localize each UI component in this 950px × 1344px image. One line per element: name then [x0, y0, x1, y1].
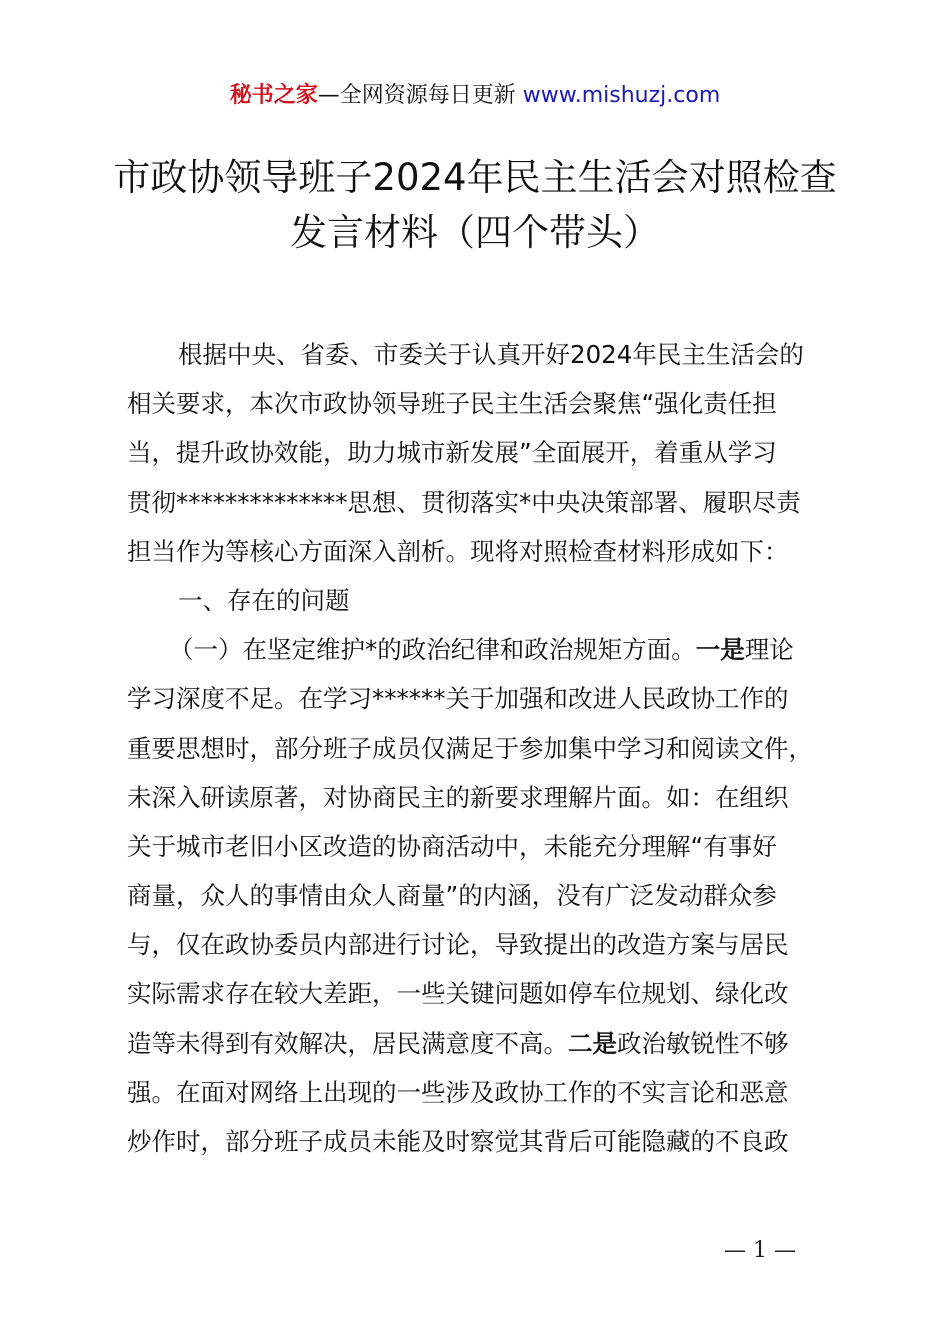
section-heading: 一、存在的问题 [178, 585, 350, 615]
paragraph-1-line: 贯彻**************思想、贯彻落实*中央决策部署、履职尽责 [127, 487, 801, 517]
point-text: 造等未得到有效解决，居民满意度不高。 [127, 1028, 568, 1058]
subsection-heading: （一）在坚定维护*的政治纪律和政治规矩方面。 [169, 635, 696, 665]
site-header [0, 80, 950, 112]
paragraph-2-line: 炒作时，部分班子成员未能及时察觉其背后可能隐藏的不良政 [127, 1127, 789, 1156]
paragraph-2-line: 未深入研读原著，对协商民主的新要求理解片面。如：在组织 [127, 782, 789, 812]
paragraph-1-line: 根据中央、省委、市委关于认真开好2024年民主生活会的 [178, 340, 804, 369]
document-title [60, 150, 890, 260]
paragraph-2-line: 与，仅在政协委员内部进行讨论，导致提出的改造方案与居民 [127, 930, 789, 960]
paragraph-1-line: 相关要求，本次市政协领导班子民主生活会聚焦“强化责任担 [127, 389, 777, 419]
title-line-1: 市政协领导班子2024年民主生活会对照检查 [113, 156, 837, 199]
point-label-2: 二是 [568, 1028, 617, 1058]
paragraph-2-line: 实际需求存在较大差距，一些关键问题如停车位规划、绿化改 [127, 979, 789, 1009]
point-label-1: 一是 [695, 635, 745, 665]
point-text: 理论 [744, 635, 794, 665]
site-url[interactable]: www.mishuzj.com [522, 83, 721, 108]
paragraph-2-line: 商量，众人的事情由众人商量”的内涵，没有广泛发动群众参 [127, 881, 777, 911]
paragraph-2-line: 学习深度不足。在学习******关于加强和改进人民政协工作的 [127, 684, 789, 714]
header-slogan: —全网资源每日更新 [317, 83, 523, 108]
paragraph-2-line: 重要思想时，部分班子成员仅满足于参加集中学习和阅读文件， [127, 733, 813, 763]
brand-name: 秘书之家 [229, 83, 318, 108]
paragraph-2-line [127, 625, 847, 674]
page-number: — 1 — [724, 1238, 796, 1263]
point-text: 政治敏锐性不够 [617, 1028, 789, 1058]
paragraph-1-line: 担当作为等核心方面深入剖析。现将对照检查材料形成如下： [127, 536, 789, 566]
title-line-2: 发言材料（四个带头） [290, 211, 660, 254]
paragraph-2-line: 强。在面对网络上出现的一些涉及政协工作的不实言论和恶意 [127, 1077, 789, 1107]
paragraph-2-line [127, 1019, 847, 1068]
document-body [127, 330, 847, 1166]
paragraph-2-line: 关于城市老旧小区改造的协商活动中，未能充分理解“有事好 [127, 831, 777, 861]
paragraph-1-line: 当，提升政协效能，助力城市新发展”全面展开，着重从学习 [127, 438, 777, 468]
